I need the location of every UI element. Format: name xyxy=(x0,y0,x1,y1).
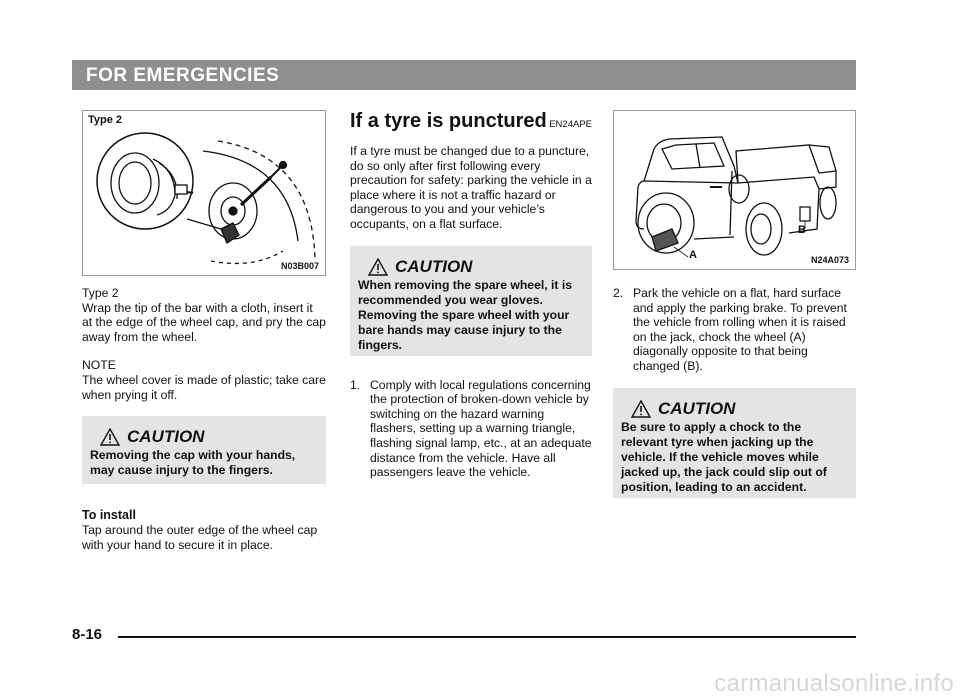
middle-column xyxy=(350,110,592,480)
section-code: EN24APE xyxy=(549,119,592,130)
caution-box xyxy=(82,416,326,484)
caution-text: Removing the cap with your hands, may cause injury to the fingers. xyxy=(90,448,296,478)
section-title: If a tyre is punctured xyxy=(350,110,547,132)
section-header xyxy=(72,60,856,90)
truck-drawing xyxy=(614,111,857,271)
install-text: Tap around the outer edge of the wheel cap with your hand to secure it in place. xyxy=(82,523,318,552)
left-column xyxy=(82,110,326,552)
step-text: Comply with local regulations concerning the protection of broken-down vehicle by switching on the hazard warning flashers, setting up a warning triangle, flashing signal lamp, etc., at an adequate distance from the vehicle. Have all passengers leave the vehicle. xyxy=(370,377,592,480)
truck-chock-illustration xyxy=(613,110,856,270)
wheel-cap-drawing xyxy=(83,111,327,277)
note-text: The wheel cover is made of plastic; take care when prying it off. xyxy=(82,372,326,402)
section-header-title: FOR EMERGENCIES xyxy=(86,65,280,86)
warning-triangle-icon xyxy=(100,428,120,446)
caution-box xyxy=(613,388,856,498)
figure-label-a: A xyxy=(689,249,697,261)
figure-type-label: Type 2 xyxy=(88,114,123,126)
step-text: Park the vehicle on a flat, hard surface and apply the parking brake. To prevent the vehicle from rolling when it is raised on the jack, chock the wheel (A) diagonally opposite to that being changed (B). xyxy=(633,286,847,373)
caution-title: CAUTION xyxy=(658,398,736,418)
step-number: 2. xyxy=(613,286,624,300)
footer-rule xyxy=(118,636,856,638)
type2-heading: Type 2 xyxy=(82,286,119,300)
intro-text: If a tyre must be changed due to a puncture, do so only after first following every precaution for safety: parking the vehicle in a place where it is not a traffic hazard or dangerous to you and your vehicle’s occupants, on a flat surface. xyxy=(350,144,592,231)
caution-box xyxy=(350,246,592,356)
figure-code: N03B007 xyxy=(280,261,319,271)
figure-label-b: B xyxy=(798,224,806,236)
watermark-text: carmanualsonline.info xyxy=(714,670,954,697)
section-title-row xyxy=(350,110,592,132)
install-heading: To install xyxy=(82,508,136,523)
type2-text: Wrap the tip of the bar with a cloth, insert it at the edge of the wheel cap, and pry the cap away from the wheel. xyxy=(82,300,326,344)
wheel-cap-illustration xyxy=(82,110,326,276)
note-heading: NOTE xyxy=(82,358,116,373)
page-number: 8-16 xyxy=(72,626,103,643)
right-column xyxy=(613,110,856,498)
step-number: 1. xyxy=(350,377,361,392)
warning-triangle-icon xyxy=(368,258,388,276)
caution-title: CAUTION xyxy=(395,256,473,276)
step-1 xyxy=(350,378,592,480)
caution-title: CAUTION xyxy=(127,427,205,447)
caution-text: When removing the spare wheel, it is recommended you wear gloves. Removing the spare wheel with your bare hands may cause injury to the fingers. xyxy=(358,277,573,352)
warning-triangle-icon xyxy=(631,400,651,418)
figure-code: N24A073 xyxy=(810,255,849,265)
caution-text: Be sure to apply a chock to the relevant tyre when jacking up the vehicle. If the vehicle moves while jacked up, the jack could slip out of position, leading to an accident. xyxy=(621,419,827,494)
step-2 xyxy=(613,286,856,374)
